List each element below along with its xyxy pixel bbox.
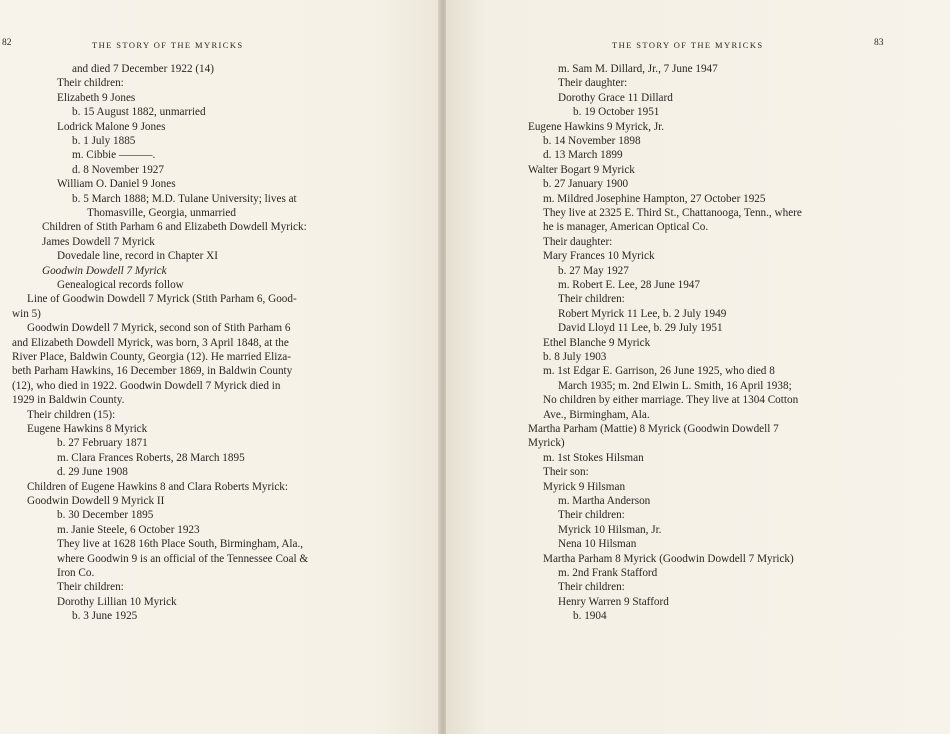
text-line: (12), who died in 1922. Goodwin Dowdell 7 Myrick died in	[12, 379, 281, 392]
text-line: River Place, Baldwin County, Georgia (12). He married Eliza-	[12, 351, 291, 363]
text-line: b. 15 August 1882, unmarried	[72, 106, 206, 119]
text-line: Martha Parham 8 Myrick (Goodwin Dowdell 7 Myrick)	[543, 552, 794, 565]
text-line: Goodwin Dowdell 7 Myrick	[42, 264, 167, 277]
text-line: March 1935; m. 2nd Elwin L. Smith, 16 April 1938;	[558, 379, 792, 392]
text-line: Dorothy Lillian 10 Myrick	[57, 595, 177, 608]
text-line: b. 3 June 1925	[72, 610, 138, 623]
text-line: and Elizabeth Dowdell Myrick, was born, 3 April 1848, at the	[12, 336, 289, 349]
text-line: m. Clara Frances Roberts, 28 March 1895	[57, 451, 245, 464]
text-line: Mary Frances 10 Myrick	[543, 250, 655, 263]
text-line: Lodrick Malone 9 Jones	[57, 120, 166, 133]
text-line: Myrick 9 Hilsman	[543, 480, 626, 493]
text-line: b. 5 March 1888; M.D. Tulane University; lives at	[72, 192, 297, 205]
text-line: b. 1904	[573, 610, 607, 623]
text-line: Eugene Hawkins 9 Myrick, Jr.	[528, 120, 665, 133]
text-line: Goodwin Dowdell 9 Myrick II	[27, 495, 165, 507]
text-line: David Lloyd 11 Lee, b. 29 July 1951	[558, 322, 723, 335]
text-line: b. 27 January 1900	[543, 178, 629, 191]
text-line: Ave., Birmingham, Ala.	[543, 408, 650, 421]
text-line: Genealogical records follow	[57, 279, 184, 291]
text-line: b. 19 October 1951	[573, 106, 660, 119]
text-line: Robert Myrick 11 Lee, b. 2 July 1949	[558, 307, 727, 320]
text-line: and died 7 December 1922 (14)	[72, 63, 214, 75]
text-line: Nena 10 Hilsman	[558, 538, 637, 551]
text-line: b. 30 December 1895	[57, 509, 154, 522]
text-line: Their daughter:	[543, 235, 613, 248]
running-head: THE STORY OF THE MYRICKS	[92, 40, 244, 50]
text-line: m. 1st Edgar E. Garrison, 26 June 1925, who died 8	[543, 365, 775, 378]
running-head: THE STORY OF THE MYRICKS	[612, 40, 764, 50]
text-line: They live at 1628 16th Place South, Birmingham, Ala.,	[57, 538, 304, 551]
text-line: Their children:	[57, 581, 124, 594]
text-line: James Dowdell 7 Myrick	[42, 235, 155, 248]
text-line: m. 1st Stokes Hilsman	[543, 451, 644, 464]
text-line: m. 2nd Frank Stafford	[558, 567, 658, 579]
left-page	[0, 0, 440, 734]
text-line: Ethel Blanche 9 Myrick	[543, 336, 651, 349]
text-line: Thomasville, Georgia, unmarried	[87, 207, 236, 219]
text-line: d. 13 March 1899	[543, 149, 623, 162]
text-line: b. 27 May 1927	[558, 264, 629, 277]
text-line: d. 8 November 1927	[72, 163, 164, 176]
text-line: Their children:	[558, 509, 625, 522]
right-page	[446, 0, 950, 734]
text-line: Their children (15):	[27, 408, 116, 421]
text-line: Children of Eugene Hawkins 8 and Clara Roberts Myrick:	[27, 480, 288, 493]
text-line: m. Cibbie ———.	[72, 149, 156, 162]
text-line: b. 27 February 1871	[57, 437, 148, 450]
text-line: Myrick)	[528, 437, 565, 450]
text-line: Dovedale line, record in Chapter XI	[57, 250, 218, 263]
text-line: Goodwin Dowdell 7 Myrick, second son of Stith Parham 6	[27, 322, 291, 335]
page-number: 82	[2, 38, 12, 48]
text-line: Martha Parham (Mattie) 8 Myrick (Goodwin Dowdell 7	[528, 423, 779, 435]
text-line: b. 14 November 1898	[543, 135, 641, 147]
page-number: 83	[874, 38, 884, 48]
text-line: Iron Co.	[57, 567, 95, 579]
text-line: William O. Daniel 9 Jones	[57, 178, 176, 191]
text-line: m. Mildred Josephine Hampton, 27 October 1925	[543, 192, 766, 205]
text-line: where Goodwin 9 is an official of the Tennessee Coal &	[57, 552, 309, 565]
text-line: Walter Bogart 9 Myrick	[528, 163, 635, 176]
text-line: Myrick 10 Hilsman, Jr.	[558, 523, 662, 536]
text-line: Elizabeth 9 Jones	[57, 91, 136, 104]
text-line: b. 8 July 1903	[543, 351, 607, 363]
text-line: Their daughter:	[558, 77, 628, 90]
text-line: No children by either marriage. They live at 1304 Cotton	[543, 394, 799, 407]
text-line: Henry Warren 9 Stafford	[558, 595, 669, 608]
text-line: They live at 2325 E. Third St., Chattanooga, Tenn., where	[543, 207, 802, 219]
text-line: Eugene Hawkins 8 Myrick	[27, 423, 148, 435]
text-line: Their son:	[543, 466, 589, 479]
text-line: Their children:	[57, 77, 124, 90]
text-line: win 5)	[12, 307, 41, 320]
text-line: Their children:	[558, 293, 625, 306]
text-line: Dorothy Grace 11 Dillard	[558, 91, 673, 104]
text-line: beth Parham Hawkins, 16 December 1869, in Baldwin County	[12, 365, 293, 378]
text-line: m. Martha Anderson	[558, 495, 651, 507]
text-line: d. 29 June 1908	[57, 466, 128, 479]
text-line: m. Robert E. Lee, 28 June 1947	[558, 279, 700, 291]
text-line: Their children:	[558, 581, 625, 594]
text-line: m. Sam M. Dillard, Jr., 7 June 1947	[558, 63, 718, 75]
text-line: Children of Stith Parham 6 and Elizabeth Dowdell Myrick:	[42, 221, 307, 234]
text-line: he is manager, American Optical Co.	[543, 221, 709, 234]
text-line: b. 1 July 1885	[72, 135, 136, 147]
text-line: m. Janie Steele, 6 October 1923	[57, 523, 200, 536]
text-line: Line of Goodwin Dowdell 7 Myrick (Stith Parham 6, Good-	[27, 293, 297, 306]
text-line: 1929 in Baldwin County.	[12, 394, 125, 407]
